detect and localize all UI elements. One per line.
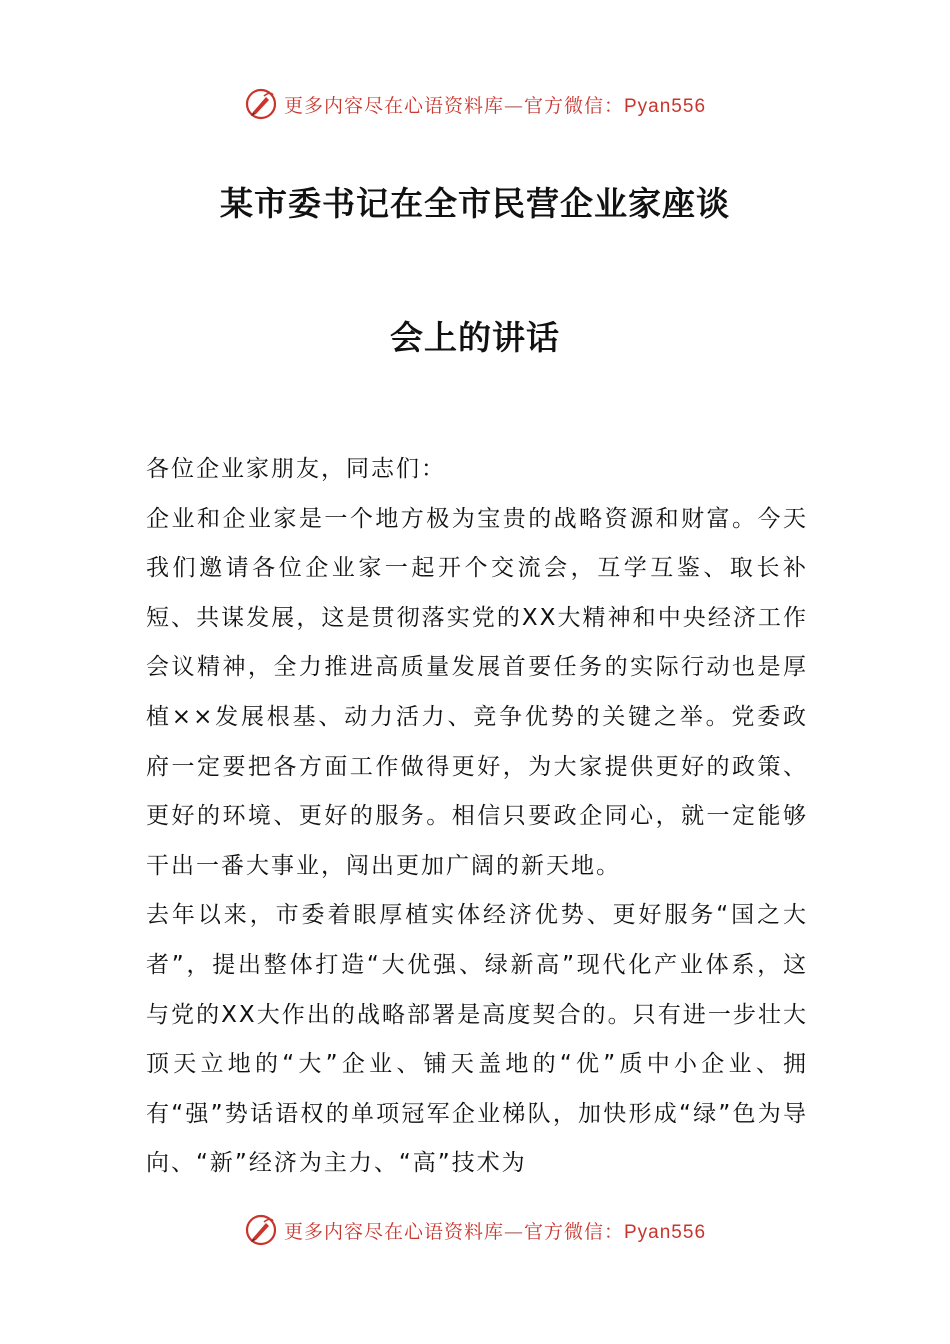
footer-watermark xyxy=(0,1210,950,1250)
watermark-separator: — xyxy=(503,1220,524,1243)
watermark-site: 更多内容尽在心语资料库 xyxy=(283,1220,504,1243)
pen-logo-icon xyxy=(244,1213,278,1247)
body-paragraph: 企业和企业家是一个地方极为宝贵的战略资源和财富。今天我们邀请各位企业家一起开个交流会，互学互鉴、取长补短、共谋发展，这是贯彻落实党的XX大精神和中央经济工作会议精神，全力推进高质量发展首要任务的实际行动也是厚植××发展根基、动力活力、竞争优势的关键之举。党委政府一定要把各方面工作做得更好，为大家提供更好的政策、更好的环境、更好的服务。相信只要政企同心，就一定能够干出一番大事业，闯出更加广阔的新天地。 xyxy=(146,505,808,879)
watermark-text xyxy=(284,1217,706,1244)
pen-logo-icon xyxy=(244,87,278,121)
document-body xyxy=(146,445,808,1189)
body-paragraph: 去年以来，市委着眼厚植实体经济优势、更好服务“国之大者”，提出整体打造“大优强、绿新高”现代化产业体系，这与党的XX大作出的战略部署是高度契合的。只有进一步壮大顶天立地的“大”企业、铺天盖地的“优”质中小企业、拥有“强”势话语权的单项冠军企业梯队，加快形成“绿”色为导向、“新”经济为主力、“高”技术为 xyxy=(146,902,808,1177)
salutation: 各位企业家朋友，同志们： xyxy=(146,456,446,482)
watermark-site: 更多内容尽在心语资料库 xyxy=(283,94,504,117)
document-title-line-1: 某市委书记在全市民营企业家座谈 xyxy=(220,184,730,223)
header-watermark xyxy=(0,84,950,124)
watermark-wechat-label: 官方微信： xyxy=(523,94,624,117)
watermark-separator: — xyxy=(503,94,524,117)
watermark-text xyxy=(284,91,706,118)
document-title-line-2: 会上的讲话 xyxy=(390,318,560,357)
watermark-account: Pyan556 xyxy=(624,1221,707,1243)
watermark-wechat-label: 官方微信： xyxy=(523,1220,624,1243)
watermark-account: Pyan556 xyxy=(624,95,707,117)
